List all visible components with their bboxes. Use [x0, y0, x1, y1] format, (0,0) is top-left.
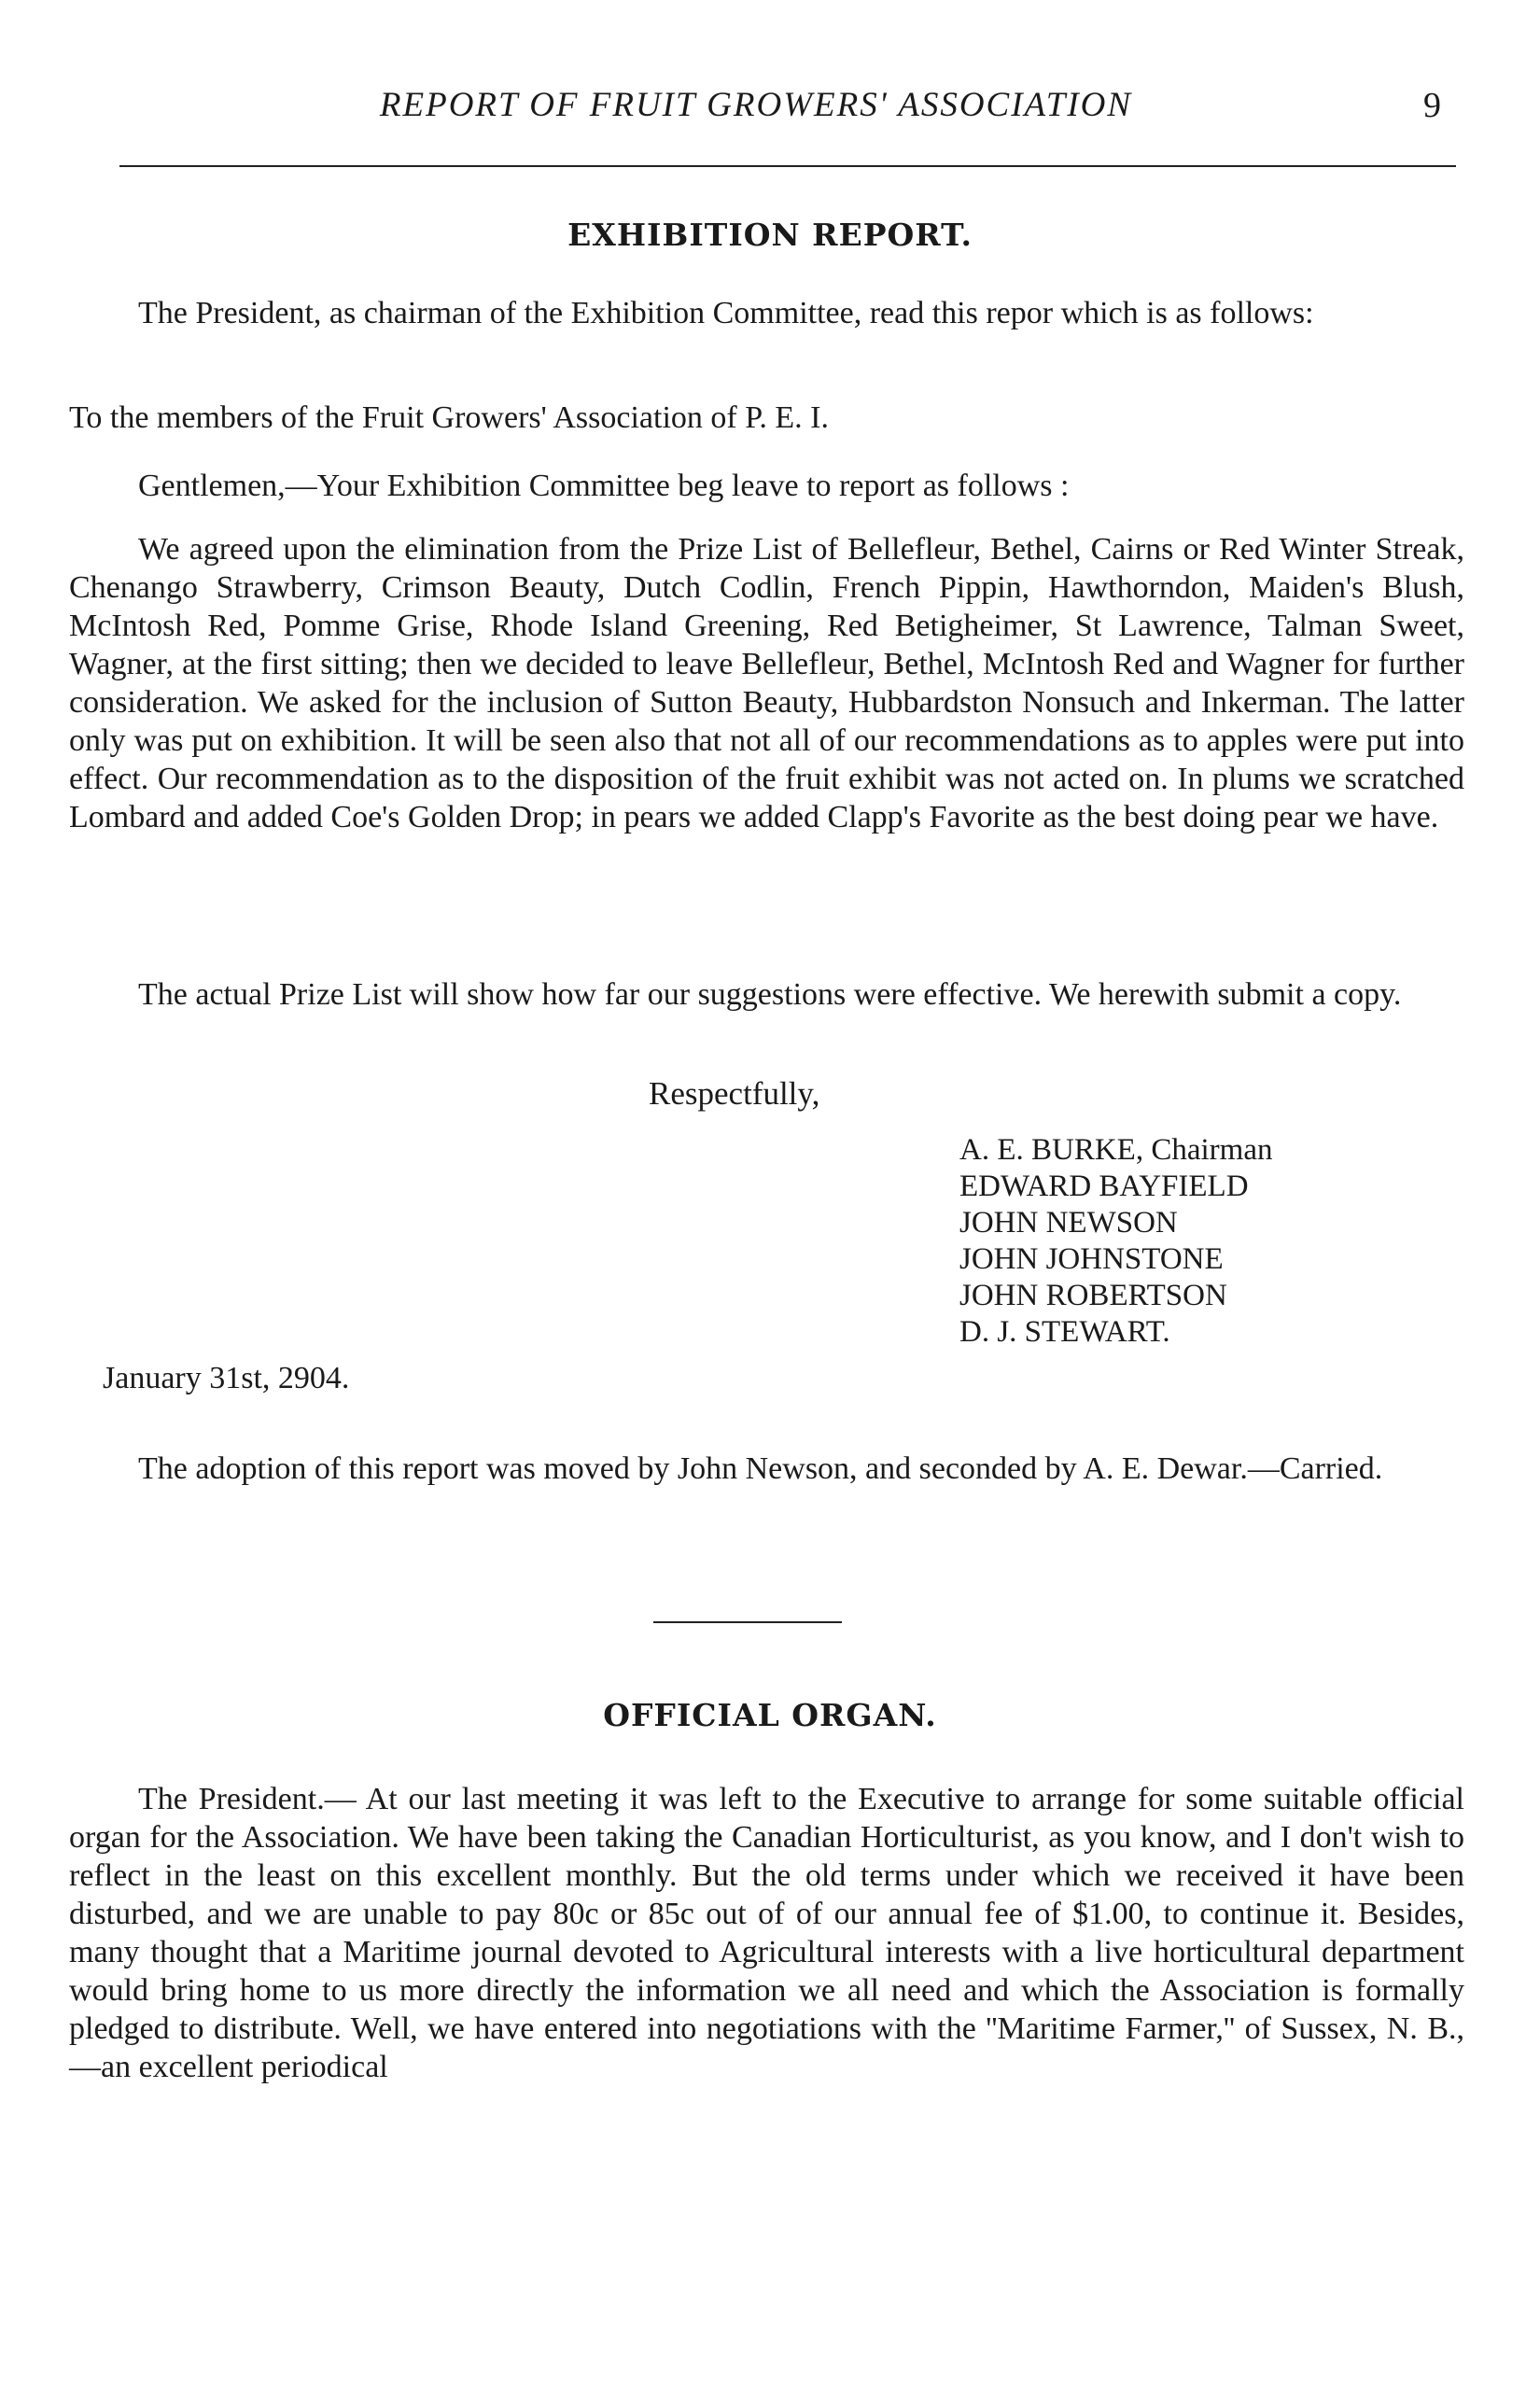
signatory-line: JOHN NEWSON — [959, 1206, 1178, 1240]
exhibition-intro-text: The President, as chairman of the Exhibition Committee, read this repor which is as follows: — [138, 296, 1314, 330]
signatory-line: EDWARD BAYFIELD — [959, 1170, 1249, 1203]
committee-opening-text: Gentlemen,—Your Exhibition Committee beg leave to report as follows : — [138, 469, 1070, 503]
official-organ-heading: OFFICIAL ORGAN. — [603, 1697, 937, 1733]
adoption-text: The adoption of this report was moved by John Newson, and seconded by A. E. Dewar.—Carried. — [138, 1451, 1383, 1486]
report-date: January 31st, 2904. — [103, 1361, 350, 1395]
official-organ-paragraph — [69, 1780, 1464, 2086]
prize-list-paragraph — [69, 975, 1464, 1014]
prize-list-text: The actual Prize List will show how far our suggestions were effective. We herewith submit a copy. — [138, 977, 1402, 1012]
section-divider-rule — [653, 1621, 842, 1623]
committee-opening-paragraph — [69, 467, 1464, 505]
signatory-line: D. J. STEWART. — [959, 1315, 1170, 1349]
committee-report-body-paragraph — [69, 530, 1464, 836]
adoption-paragraph — [69, 1450, 1464, 1488]
official-organ-text: The President.— At our last meeting it was left to the Executive to arrange for some suitable official organ for the Association. We have been taking the Canadian Horticulturist, as you know, and I don't wish to reflect in the least on this excellent monthly. But the old terms under which we received it have been disturbed, and we are unable to pay 80c or 85c out of of our annual fee of $1.00, to continue it. Besides, many thought that a Maritime journal devoted to Agricultural interests with a live horticultural department would bring home to us more directly the information we all need and which the Association is formally pledged to distribute. Well, we have entered into negotiations with the ''Maritime Farmer,'' of Sussex, N. B.,—an excellent periodical — [69, 1782, 1464, 2084]
signatory-line: JOHN JOHNSTONE — [959, 1242, 1224, 1276]
closing-respectfully: Respectfully, — [649, 1075, 820, 1112]
header-rule — [119, 165, 1456, 167]
signatory-line: JOHN ROBERTSON — [959, 1279, 1227, 1312]
salutation-line: To the members of the Fruit Growers' Association of P. E. I. — [69, 400, 829, 435]
page-number: 9 — [1423, 86, 1441, 125]
signatory-line: A. E. BURKE, Chairman — [959, 1133, 1273, 1167]
signatory-list — [959, 1132, 1272, 1351]
running-title: REPORT OF FRUIT GROWERS' ASSOCIATION — [379, 86, 1133, 124]
running-header — [0, 82, 1540, 129]
committee-report-body-text: We agreed upon the elimination from the Prize List of Bellefleur, Bethel, Cairns or Red Winter Streak, Chenango Strawberry, Crimson Beauty, Dutch Codlin, French Pippin, Hawthorndon, Maiden's Blush, McIntosh Red, Pomme Grise, Rhode Island Greening, Red Betigheimer, St Lawrence, Talman Sweet, Wagner, at the first sitting; then we decided to leave Bellefleur, Bethel, McIntosh Red and Wagner for further consideration. We asked for the inclusion of Sutton Beauty, Hubbardston Nonsuch and Inkerman. The latter only was put on exhibition. It will be seen also that not all of our recommendations as to apples were put into effect. Our recommendation as to the disposition of the fruit exhibit was not acted on. In plums we scratched Lombard and added Coe's Golden Drop; in pears we added Clapp's Favorite as the best doing pear we have. — [69, 532, 1464, 834]
exhibition-report-heading: EXHIBITION REPORT. — [567, 217, 973, 253]
exhibition-intro-paragraph — [69, 294, 1464, 332]
